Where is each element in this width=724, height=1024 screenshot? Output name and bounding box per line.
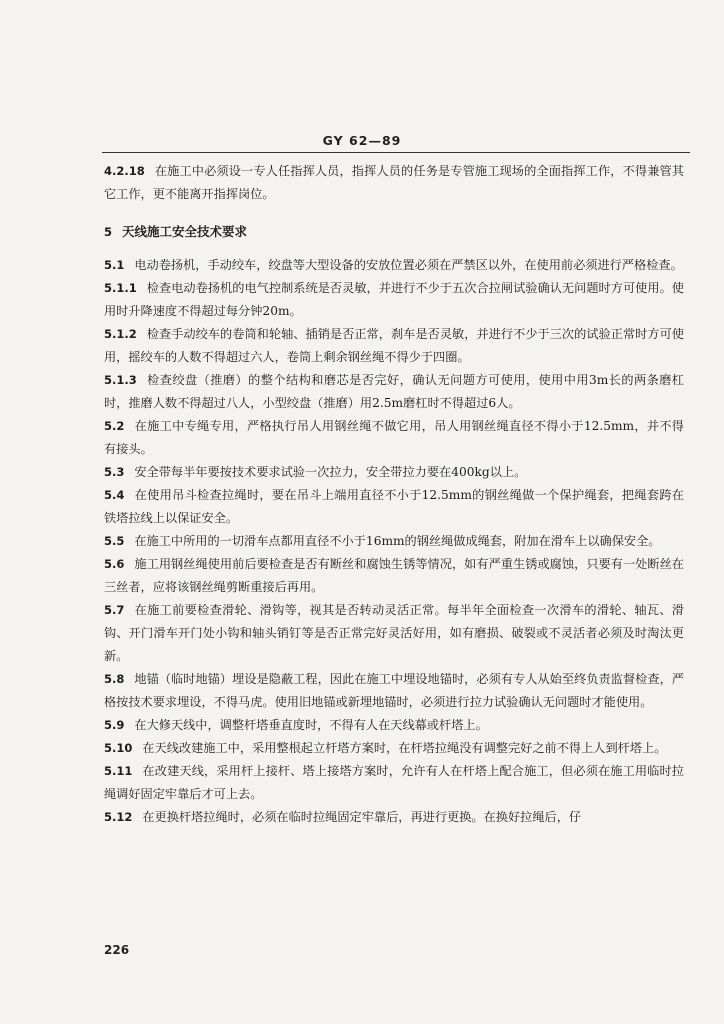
clause-5-5 <box>104 530 684 553</box>
clause-number: 5.1.1 <box>104 281 137 295</box>
clause-5-3 <box>104 461 684 484</box>
clause-5-9 <box>104 714 684 737</box>
header-rule <box>102 152 690 153</box>
clause-5-7 <box>104 599 684 668</box>
clause-text: 地锚（临时地锚）埋设是隐蔽工程，因此在施工中埋设地锚时，必须有专人从始至终负责监督检查，严格按技术要求埋设，不得马虎。使用旧地锚或新埋地锚时，必须进行拉力试验确认无问题时才能使用。 <box>104 672 684 709</box>
clause-5-6 <box>104 553 684 599</box>
clause-text: 在改建天线，采用杆上接杆、塔上接塔方案时，允许有人在杆塔上配合施工，但必须在施工用临时拉绳调好固定牢靠后才可上去。 <box>104 764 684 801</box>
clause-5-4 <box>104 484 684 530</box>
clause-text: 在施工中专绳专用，严格执行吊人用钢丝绳不做它用，吊人用钢丝绳直径不得小于12.5mm，并不得有接头。 <box>104 419 684 456</box>
page-header-code: GY 62—89 <box>322 133 402 148</box>
document-body <box>104 160 684 829</box>
clause-number: 4.2.18 <box>104 164 145 178</box>
clause-number: 5.6 <box>104 557 125 571</box>
clause-number: 5.5 <box>104 534 125 548</box>
clause-number: 5.3 <box>104 465 125 479</box>
clause-5-11 <box>104 760 684 806</box>
clause-text: 在天线改建施工中，采用整根起立杆塔方案时，在杆塔拉绳没有调整完好之前不得上人到杆塔上。 <box>142 741 667 755</box>
clause-5-1-3 <box>104 369 684 415</box>
paragraph-4-2-18 <box>104 160 684 206</box>
clause-text: 在更换杆塔拉绳时，必须在临时拉绳固定牢靠后，再进行更换。在换好拉绳后，仔 <box>142 810 582 824</box>
clause-number: 5.1.3 <box>104 373 137 387</box>
clause-number: 5.9 <box>104 718 125 732</box>
clause-number: 5.10 <box>104 741 133 755</box>
clause-text: 在施工中所用的一切滑车点都用直径不小于16mm的钢丝绳做成绳套，附加在滑车上以确保安全。 <box>134 534 661 548</box>
clause-text: 在使用吊斗检查拉绳时，要在吊斗上端用直径不小于12.5mm的钢丝绳做一个保护绳套，把绳套跨在铁塔拉线上以保证安全。 <box>104 488 684 525</box>
clause-text: 电动卷扬机，手动绞车，绞盘等大型设备的安放位置必须在严禁区以外，在使用前必须进行严格检查。 <box>134 258 683 272</box>
clause-number: 5.4 <box>104 488 125 502</box>
clause-5-1-1 <box>104 277 684 323</box>
clause-5-8 <box>104 668 684 714</box>
clause-number: 5.2 <box>104 419 125 433</box>
clause-text: 检查绞盘（推磨）的整个结构和磨芯是否完好，确认无问题方可使用，使用中用3m长的两条磨杠时，推磨人数不得超过八人，小型绞盘（推磨）用2.5m磨杠时不得超过6人。 <box>104 373 684 410</box>
section-title: 天线施工安全技术要求 <box>122 224 248 239</box>
clause-text: 施工用钢丝绳使用前后要检查是否有断丝和腐蚀生锈等情况，如有严重生锈或腐蚀，只要有一处断丝在三丝者，应将该钢丝绳剪断重接后再用。 <box>104 557 684 594</box>
clause-5-1 <box>104 254 684 277</box>
clause-number: 5.8 <box>104 672 125 686</box>
clause-5-2 <box>104 415 684 461</box>
clause-number: 5.12 <box>104 810 133 824</box>
section-heading <box>104 220 684 244</box>
clause-text: 在施工前要检查滑轮、滑钩等，视其是否转动灵活正常。每半年全面检查一次滑车的滑轮、轴瓦、滑钩、开门滑车开门处小钩和轴头销钉等是否正常完好灵活好用，如有磨损、破裂或不灵活者必须及时淘汰更新。 <box>104 603 684 663</box>
clause-5-12 <box>104 806 684 829</box>
clause-text: 安全带每半年要按技术要求试验一次拉力，安全带拉力要在400kg以上。 <box>134 465 527 479</box>
clause-number: 5.11 <box>104 764 133 778</box>
page-number: 226 <box>104 943 130 957</box>
section-number: 5 <box>104 225 113 239</box>
clause-5-1-2 <box>104 323 684 369</box>
clause-number: 5.1.2 <box>104 327 137 341</box>
clause-number: 5.1 <box>104 258 125 272</box>
clause-text: 在大修天线中，调整杆塔垂直度时，不得有人在天线幕或杆塔上。 <box>134 718 488 732</box>
clause-number: 5.7 <box>104 603 125 617</box>
clause-text: 检查电动卷扬机的电气控制系统是否灵敏，并进行不少于五次合拉闸试验确认无问题时方可使用。使用时升降速度不得超过每分钟20m。 <box>104 281 684 318</box>
clause-text: 检查手动绞车的卷筒和轮轴、插销是否正常，刹车是否灵敏，并进行不少于三次的试验正常时方可使用，摇绞车的人数不得超过六人，卷筒上剩余钢丝绳不得少于四圈。 <box>104 327 684 364</box>
clause-text: 在施工中必须设一专人任指挥人员，指挥人员的任务是专管施工现场的全面指挥工作，不得兼管其它工作，更不能离开指挥岗位。 <box>104 164 684 201</box>
clause-5-10 <box>104 737 684 760</box>
